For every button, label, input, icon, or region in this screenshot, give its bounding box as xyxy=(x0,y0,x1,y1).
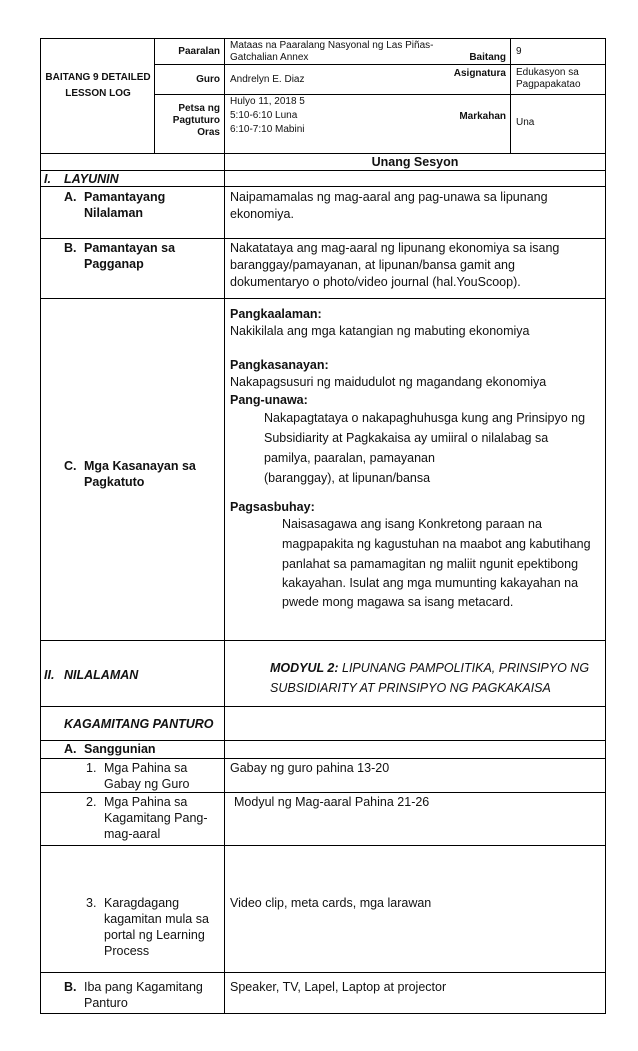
kagamitan-heading: KAGAMITANG PANTURO xyxy=(64,717,214,731)
petsa-label: Petsa ng Pagtuturo Oras xyxy=(172,103,220,138)
layunin-b-letter: B. xyxy=(64,241,77,255)
layunin-a-label-1: Pamantayang xyxy=(84,190,166,204)
item1-label-2: Gabay ng Guro xyxy=(104,777,190,791)
nilalaman-number: II. xyxy=(44,668,55,682)
item2-number: 2. xyxy=(86,795,97,809)
pangkaalaman-title: Pangkaalaman: xyxy=(230,307,322,321)
modyul-line-2: SUBSIDIARITY AT PRINSIPYO NG PAGKAKAISA xyxy=(270,681,551,695)
baitang-value: 9 xyxy=(516,46,522,57)
layunin-b-label-2: Pagganap xyxy=(84,257,144,271)
layunin-b-line-3: dokumentaryo o photo/video journal (hal.YouScoop). xyxy=(230,275,521,289)
pagsasabuhay-line-4: kakayahan. Isulat ang mga mumunting kakayahan na xyxy=(282,576,579,590)
item3-label-4: Process xyxy=(104,944,150,958)
item2-value: Modyul ng Mag-aaral Pahina 21-26 xyxy=(234,795,430,809)
item2-label-1: Mga Pahina sa xyxy=(104,795,188,809)
petsa-line-1: Hulyo 11, 2018 5 xyxy=(230,96,305,107)
layunin-c-label-2: Pagkatuto xyxy=(84,475,145,489)
guro-value: Andrelyn E. Diaz xyxy=(230,74,305,85)
pang-unawa-line-1: Nakapagtataya o nakapaghuhusga kung ang Prinsipyo ng xyxy=(264,411,586,425)
nilalaman-heading: NILALAMAN xyxy=(64,668,139,682)
item3-label-3: portal ng Learning xyxy=(104,928,205,942)
item2-label-3: mag-aaral xyxy=(104,827,161,841)
pang-unawa-line-4: (baranggay), at lipunan/bansa xyxy=(264,471,431,485)
layunin-number: I. xyxy=(44,172,51,186)
item1-value: Gabay ng guro pahina 13-20 xyxy=(230,761,390,775)
petsa-line-3: 6:10-7:10 Mabini xyxy=(230,124,305,135)
guro-label: Guro xyxy=(196,74,220,85)
baitang-label: Baitang xyxy=(469,52,506,63)
layunin-b-line-1: Nakatataya ang mag-aaral ng lipunang ekonomiya sa isang xyxy=(230,241,560,255)
pagsasabuhay-title: Pagsasbuhay: xyxy=(230,500,315,514)
layunin-a-label-2: Nilalaman xyxy=(84,206,144,220)
item1-number: 1. xyxy=(86,761,97,775)
pangkasanayan-text: Nakapagsusuri ng maidudulot ng magandang ekonomiya xyxy=(230,375,547,389)
item2-label-2: Kagamitang Pang- xyxy=(104,811,208,825)
item3-number: 3. xyxy=(86,896,97,910)
iba-pang-value: Speaker, TV, Lapel, Laptop at projector xyxy=(230,980,447,994)
session-title: Unang Sesyon xyxy=(371,155,459,169)
pagsasabuhay-line-3: panlahat sa pamamagitan ng maliit ngunit epektibong xyxy=(282,557,579,571)
layunin-heading: LAYUNIN xyxy=(64,172,119,186)
lesson-log-title-text: BAITANG 9 DETAILED LESSON LOG xyxy=(45,72,151,99)
layunin-c-label-1: Mga Kasanayan sa xyxy=(84,459,196,473)
modyul-label: MODYUL 2: xyxy=(270,661,339,675)
pangkasanayan-title: Pangkasanayan: xyxy=(230,358,329,372)
sanggunian-letter: A. xyxy=(64,742,77,756)
pangkaalaman-text: Nakikilala ang mga katangian ng mabuting ekonomiya xyxy=(230,324,530,338)
layunin-a-line-1: Naipamamalas ng mag-aaral ang pag-unawa sa lipunang xyxy=(230,190,548,204)
asignatura-value: Edukasyon sa Pagpapakatao xyxy=(516,67,581,90)
lesson-log-title xyxy=(44,70,152,102)
layunin-b-label-1: Pamantayan sa xyxy=(84,241,176,255)
layunin-c-letter: C. xyxy=(64,459,77,473)
item3-label-1: Karagdagang xyxy=(104,896,180,910)
modyul-line-1 xyxy=(270,660,600,677)
sanggunian-label: Sanggunian xyxy=(84,742,156,756)
pang-unawa-line-3: pamilya, paaralan, pamayanan xyxy=(264,451,435,465)
iba-pang-letter: B. xyxy=(64,980,77,994)
item3-value: Video clip, meta cards, mga larawan xyxy=(230,896,432,910)
pang-unawa-title: Pang-unawa: xyxy=(230,393,308,407)
petsa-line-2: 5:10-6:10 Luna xyxy=(230,110,298,121)
modyul-title-part-1: LIPUNANG PAMPOLITIKA, PRINSIPYO NG xyxy=(338,661,590,675)
item1-label-1: Mga Pahina sa xyxy=(104,761,188,775)
layunin-a-letter: A. xyxy=(64,190,77,204)
pagsasabuhay-line-2: magpapakita ng kagustuhan na maabot ang kabutihang xyxy=(282,537,591,551)
paaralan-label: Paaralan xyxy=(178,46,220,57)
pagsasabuhay-line-1: Naisasagawa ang isang Konkretong paraan na xyxy=(282,517,542,531)
layunin-a-line-2: ekonomiya. xyxy=(230,207,294,221)
item3-label-2: kagamitan mula sa xyxy=(104,912,209,926)
pang-unawa-line-2: Subsidiarity at Pagkakaisa ay umiiral o nilalabag sa xyxy=(264,431,549,445)
markahan-label: Markahan xyxy=(459,111,506,122)
paaralan-value: Mataas na Paaralang Nasyonal ng Las Piñas-Gatchalian Annex xyxy=(230,40,434,63)
pagsasabuhay-line-5: pwede mong magawa sa isang metacard. xyxy=(282,595,514,609)
layunin-b-line-2: baranggay/pamayanan, at lipunan/bansa gamit ang xyxy=(230,258,515,272)
iba-pang-label-1: Iba pang Kagamitang xyxy=(84,980,203,994)
markahan-value: Una xyxy=(516,117,535,128)
iba-pang-label-2: Panturo xyxy=(84,996,128,1010)
asignatura-label: Asignatura xyxy=(453,68,506,79)
